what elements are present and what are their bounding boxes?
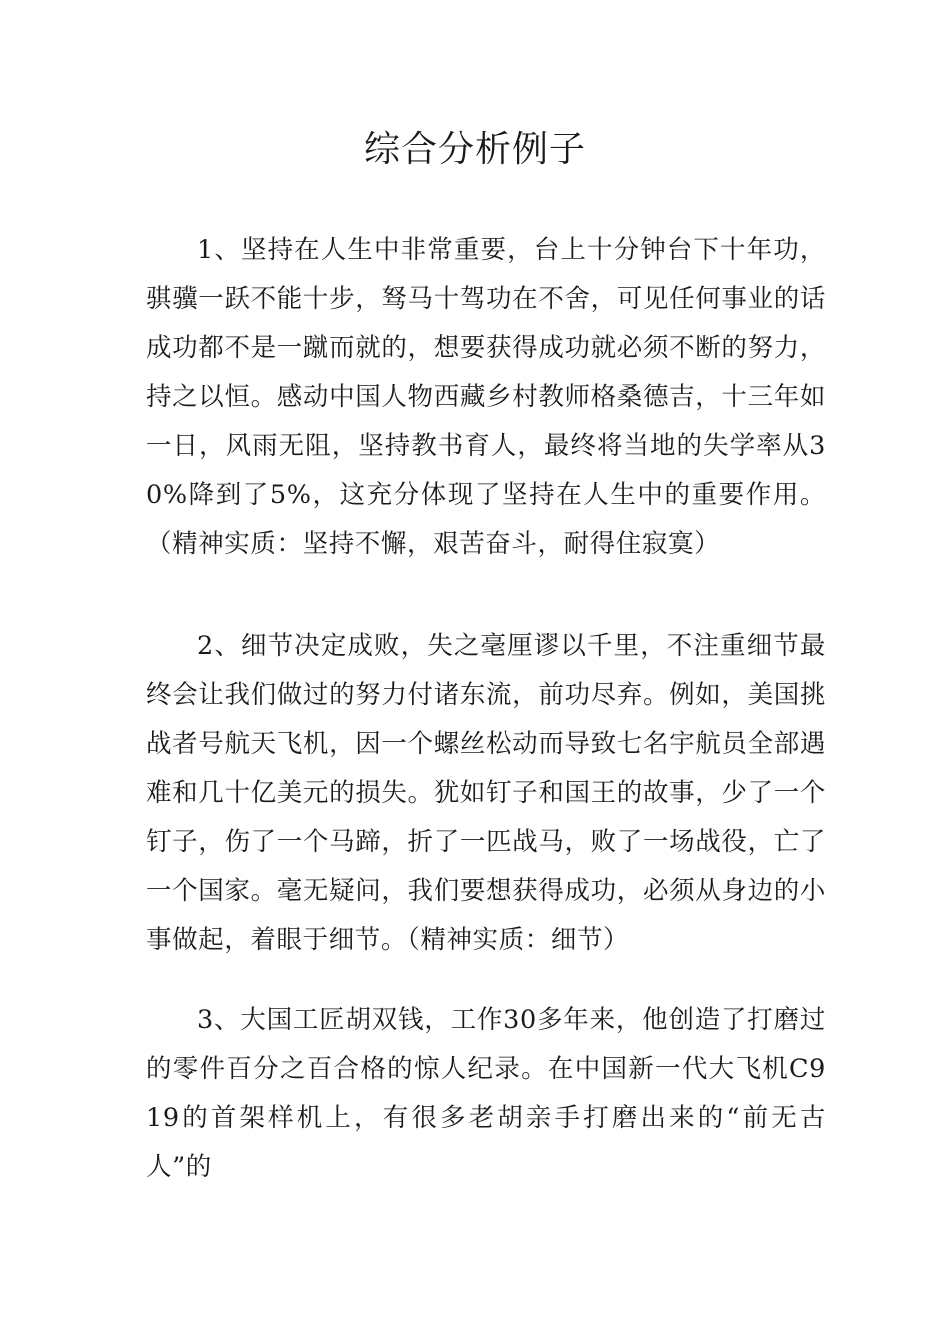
paragraph-1: 1、坚持在人生中非常重要，台上十分钟台下十年功，骐骥一跃不能十步，驽马十驾功在不舍，可见任何事业的话成功都不是一蹴而就的，想要获得成功就必须不断的努力，持之以恒。感动中国人物西藏乡村教师格桑德吉，十三年如一日，风雨无阻，坚持教书育人，最终将当地的失学率从30%降到了5%，这充分体现了坚持在人生中的重要作用。（精神实质：坚持不懈，艰苦奋斗，耐得住寂寞） [146, 235, 826, 559]
paragraph-2: 2、细节决定成败，失之毫厘谬以千里，不注重细节最终会让我们做过的努力付诸东流，前功尽弃。例如，美国挑战者号航天飞机，因一个螺丝松动而导致七名宇航员全部遇难和几十亿美元的损失。犹如钉子和国王的故事，少了一个钉子，伤了一个马蹄，折了一匹战马，败了一场战役，亡了一个国家。毫无疑问，我们要想获得成功，必须从身边的小事做起，着眼于细节。（精神实质：细节） [146, 631, 826, 955]
paragraph-3: 3、大国工匠胡双钱，工作30多年来，他创造了打磨过的零件百分之百合格的惊人纪录。在中国新一代大飞机C919的首架样机上，有很多老胡亲手打磨出来的“前无古人”的 [146, 1005, 826, 1182]
document-title: 综合分析例子 [363, 129, 586, 170]
